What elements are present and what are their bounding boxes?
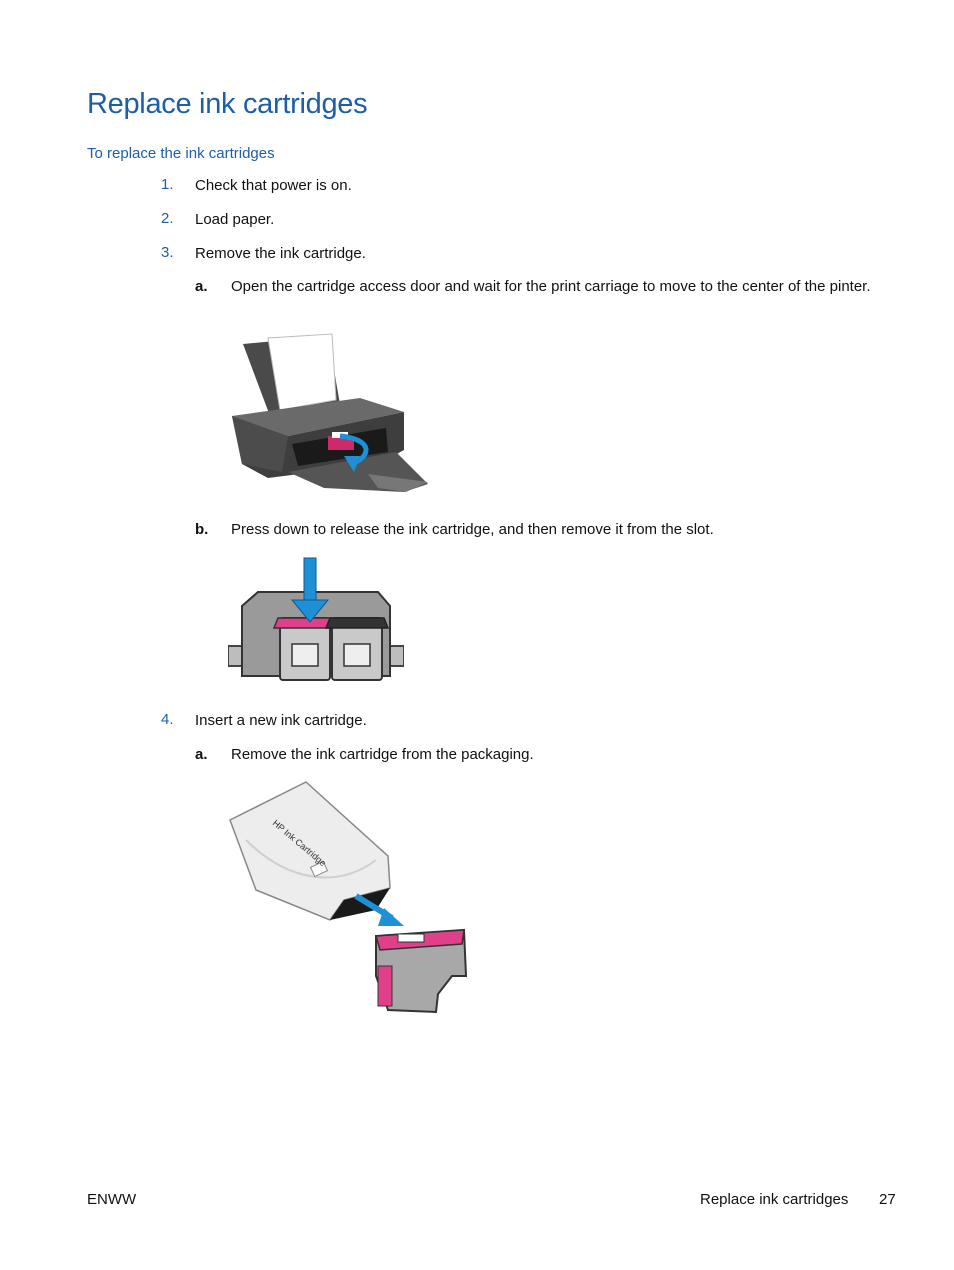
substep-letter: b. — [195, 521, 209, 538]
substep-text: Remove the ink cartridge from the packaging. — [231, 746, 534, 763]
footer-section-title: Replace ink cartridges — [700, 1191, 849, 1208]
step-number: 2. — [161, 210, 174, 227]
footer-left: ENWW — [87, 1191, 137, 1208]
substep-letter: a. — [195, 278, 208, 295]
substep-letter: a. — [195, 746, 208, 763]
substep-text: Open the cartridge access door and wait for the print carriage to move to the center of the pinter. — [231, 278, 871, 295]
printer-open-door-illustration — [228, 332, 432, 500]
step-text: Remove the ink cartridge. — [195, 245, 366, 262]
package-label: HP Ink Cartridge — [270, 817, 328, 869]
step-text: Insert a new ink cartridge. — [195, 712, 367, 729]
cartridge-release-illustration — [228, 556, 404, 692]
step-number: 4. — [161, 711, 174, 728]
step-text: Load paper. — [195, 211, 275, 228]
page-number: 27 — [879, 1191, 896, 1208]
step-text: Check that power is on. — [195, 177, 352, 194]
section-subtitle: To replace the ink cartridges — [87, 145, 275, 162]
step-number: 3. — [161, 244, 174, 261]
page-title: Replace ink cartridges — [87, 88, 368, 120]
cartridge-packaging-illustration — [226, 780, 472, 1014]
step-number: 1. — [161, 176, 174, 193]
substep-text: Press down to release the ink cartridge, and then remove it from the slot. — [231, 521, 714, 538]
